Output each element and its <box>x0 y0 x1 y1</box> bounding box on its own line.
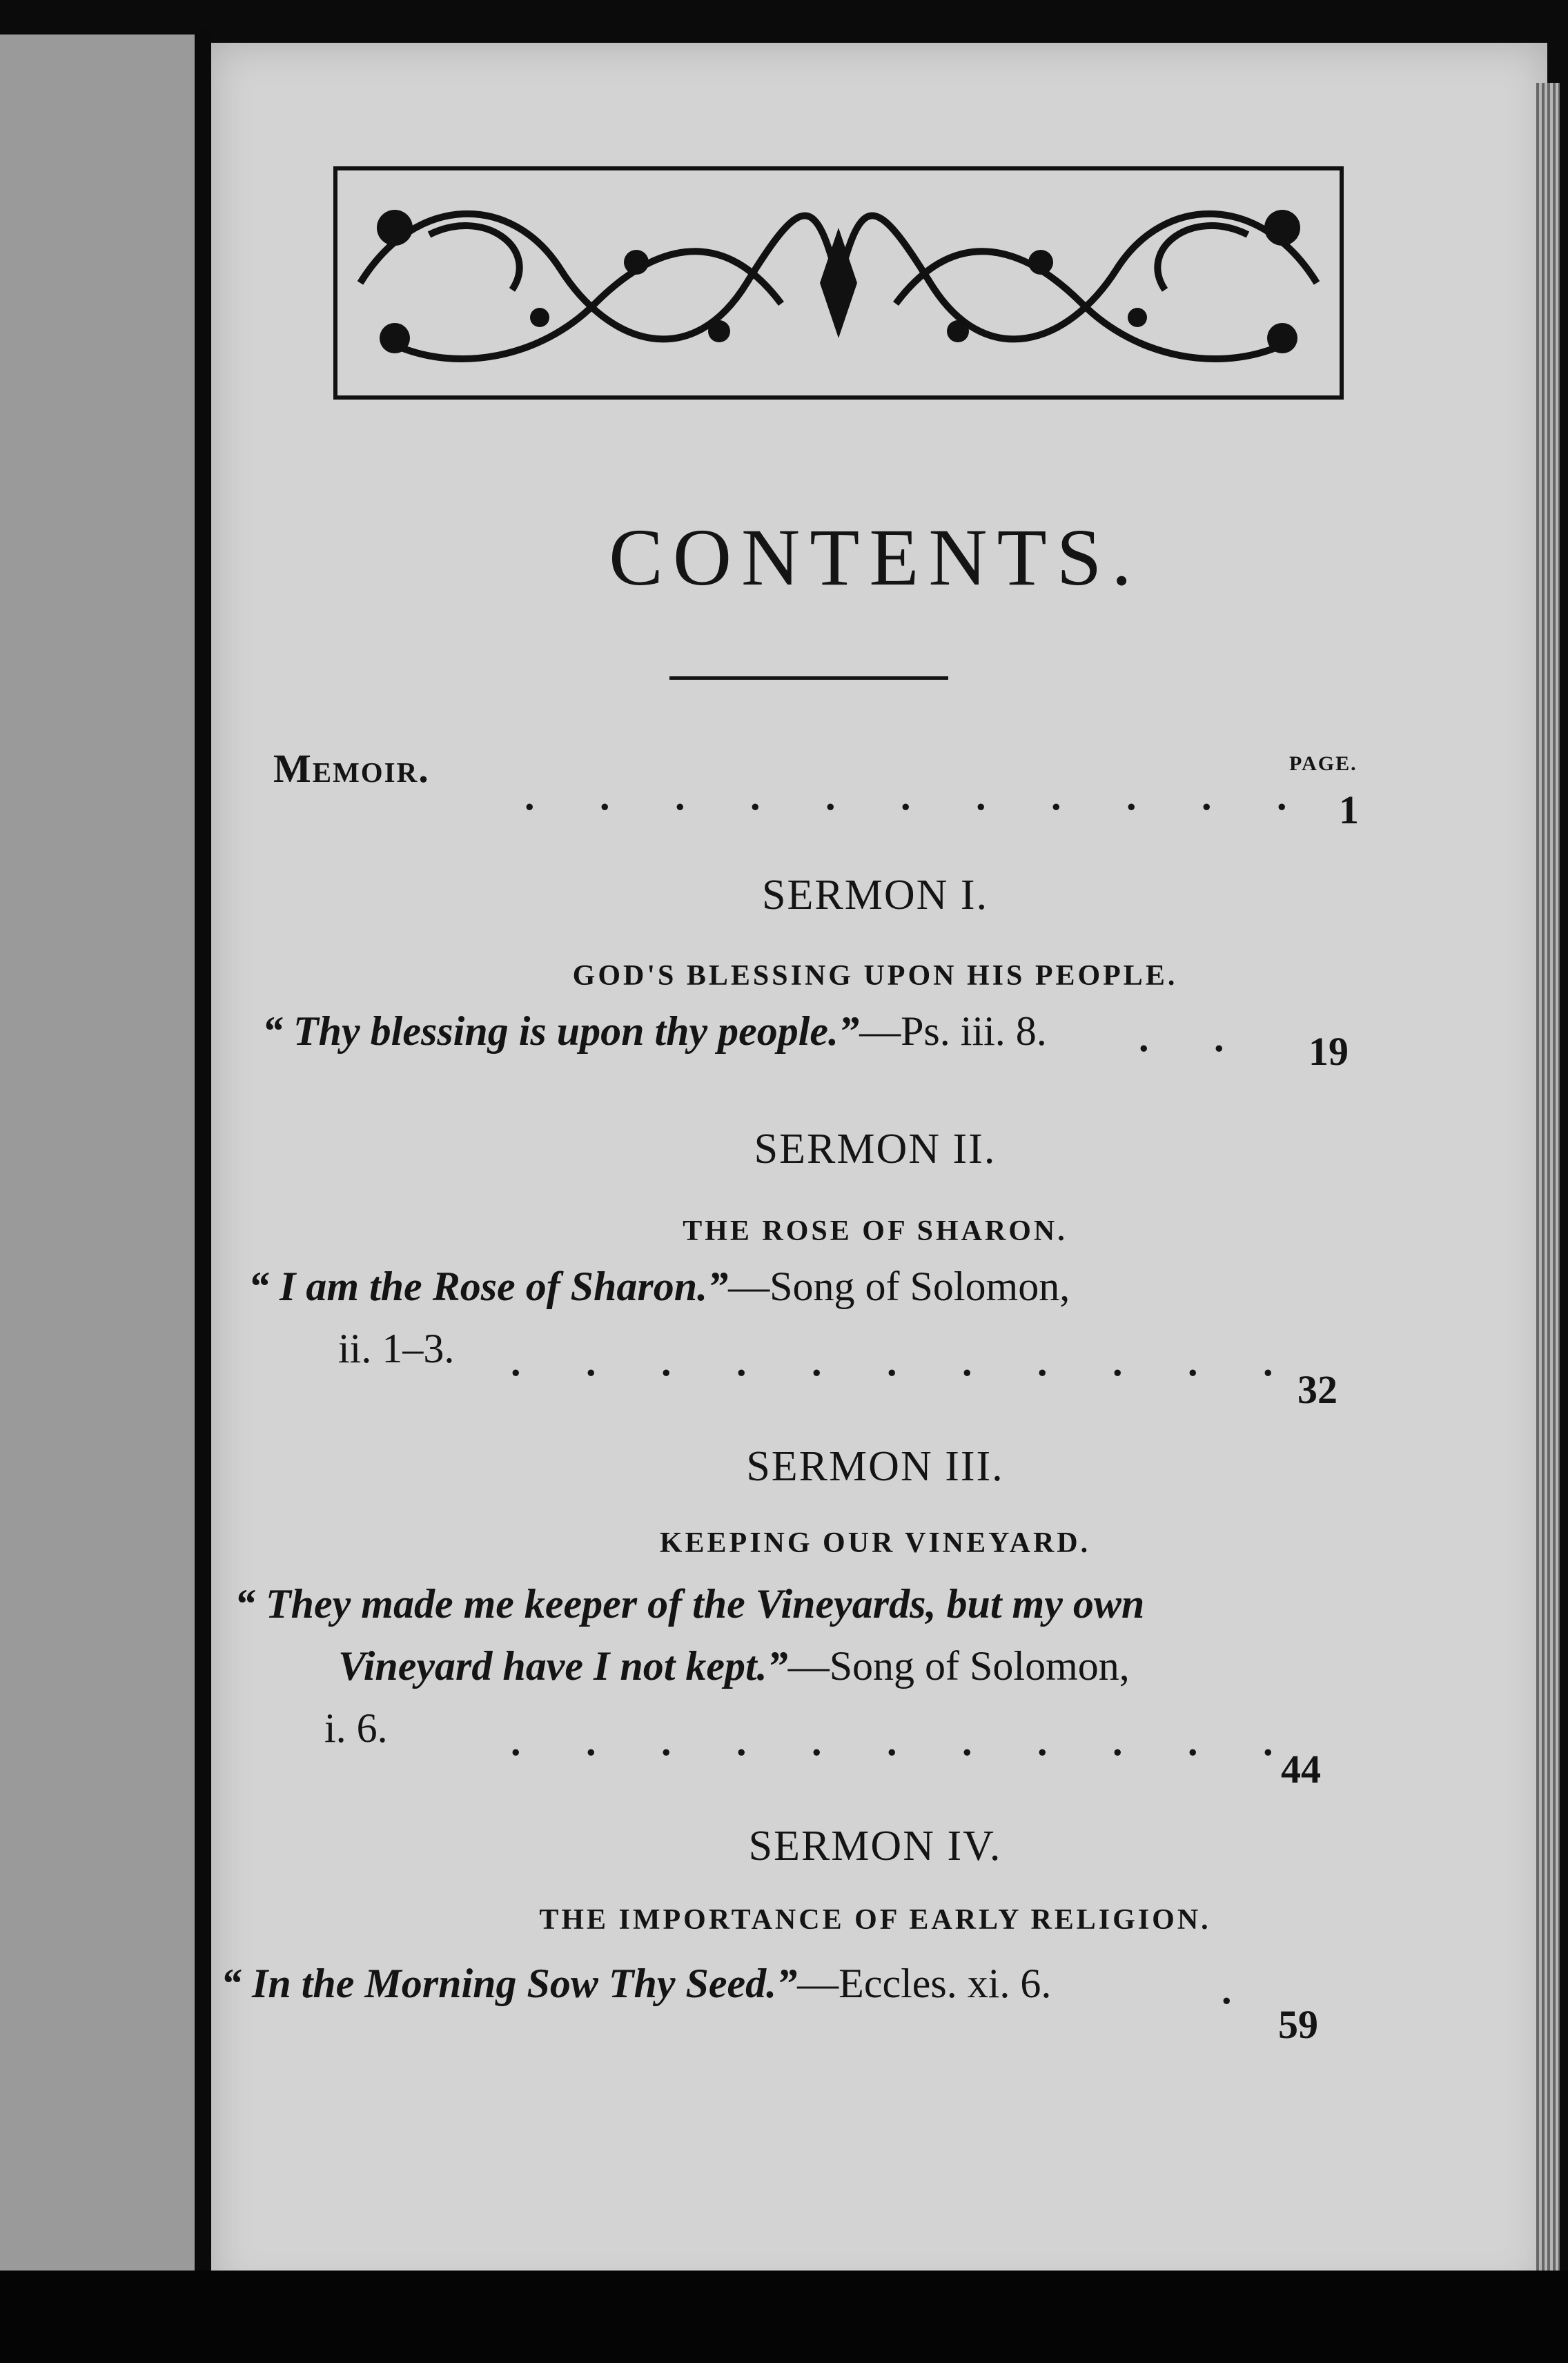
sermon-3-text-reference: i. 6. <box>324 1705 388 1751</box>
scan-border <box>0 2271 1568 2363</box>
sermon-1-subtitle: GOD'S BLESSING UPON HIS PEOPLE. <box>572 960 1178 992</box>
sermon-1-heading: SERMON I. <box>761 872 989 919</box>
leader-dots: . <box>1222 1968 1260 2012</box>
sermon-3-page-number: 44 <box>1281 1747 1321 1792</box>
page-column-label: PAGE. <box>1289 752 1358 775</box>
sermon-1-text: “ Thy blessing is upon thy people.”—Ps. iii. 8. <box>262 1008 1047 1054</box>
sermon-3-heading: SERMON III. <box>746 1443 1004 1490</box>
leader-dots: . . . . . . . . . . . <box>511 1340 1301 1384</box>
sermon-1-page-number: 19 <box>1309 1029 1349 1074</box>
memoir-page-number: 1 <box>1339 787 1359 832</box>
sermon-3-subtitle: KEEPING OUR VINEYARD. <box>659 1527 1091 1559</box>
page-edges <box>1536 83 1560 2291</box>
leader-dots: . . . . . . . . . . . <box>511 1719 1301 1764</box>
sermon-4-page-number: 59 <box>1278 2002 1318 2047</box>
sermon-2-subtitle: THE ROSE OF SHARON. <box>683 1215 1068 1247</box>
title-rule <box>669 676 948 680</box>
sermon-2-text: “ I am the Rose of Sharon.”—Song of Solomon, <box>248 1264 1070 1309</box>
sermon-2-text-continued: ii. 1–3. <box>338 1326 455 1371</box>
ornament-headpiece <box>333 166 1344 400</box>
sermon-3-text-continued: Vineyard have I not kept.”—Song of Solomon, <box>338 1643 1130 1689</box>
sermon-3-text: “ They made me keeper of the Vineyards, but my own <box>235 1581 1145 1627</box>
sermon-4-text: “ In the Morning Sow Thy Seed.”—Eccles. xi. 6. <box>221 1961 1052 2006</box>
facing-page <box>0 35 197 2271</box>
sermon-2-page-number: 32 <box>1297 1367 1337 1412</box>
memoir-entry: Memoir. <box>273 746 430 791</box>
page-title: CONTENTS. <box>609 512 1141 602</box>
sermon-4-heading: SERMON IV. <box>748 1823 1002 1870</box>
sermon-2-heading: SERMON II. <box>754 1126 997 1173</box>
leader-dots: . . <box>1139 1015 1252 1060</box>
sermon-4-subtitle: THE IMPORTANCE OF EARLY RELIGION. <box>539 1904 1211 1936</box>
leader-dots: . . . . . . . . . . . <box>525 774 1315 818</box>
